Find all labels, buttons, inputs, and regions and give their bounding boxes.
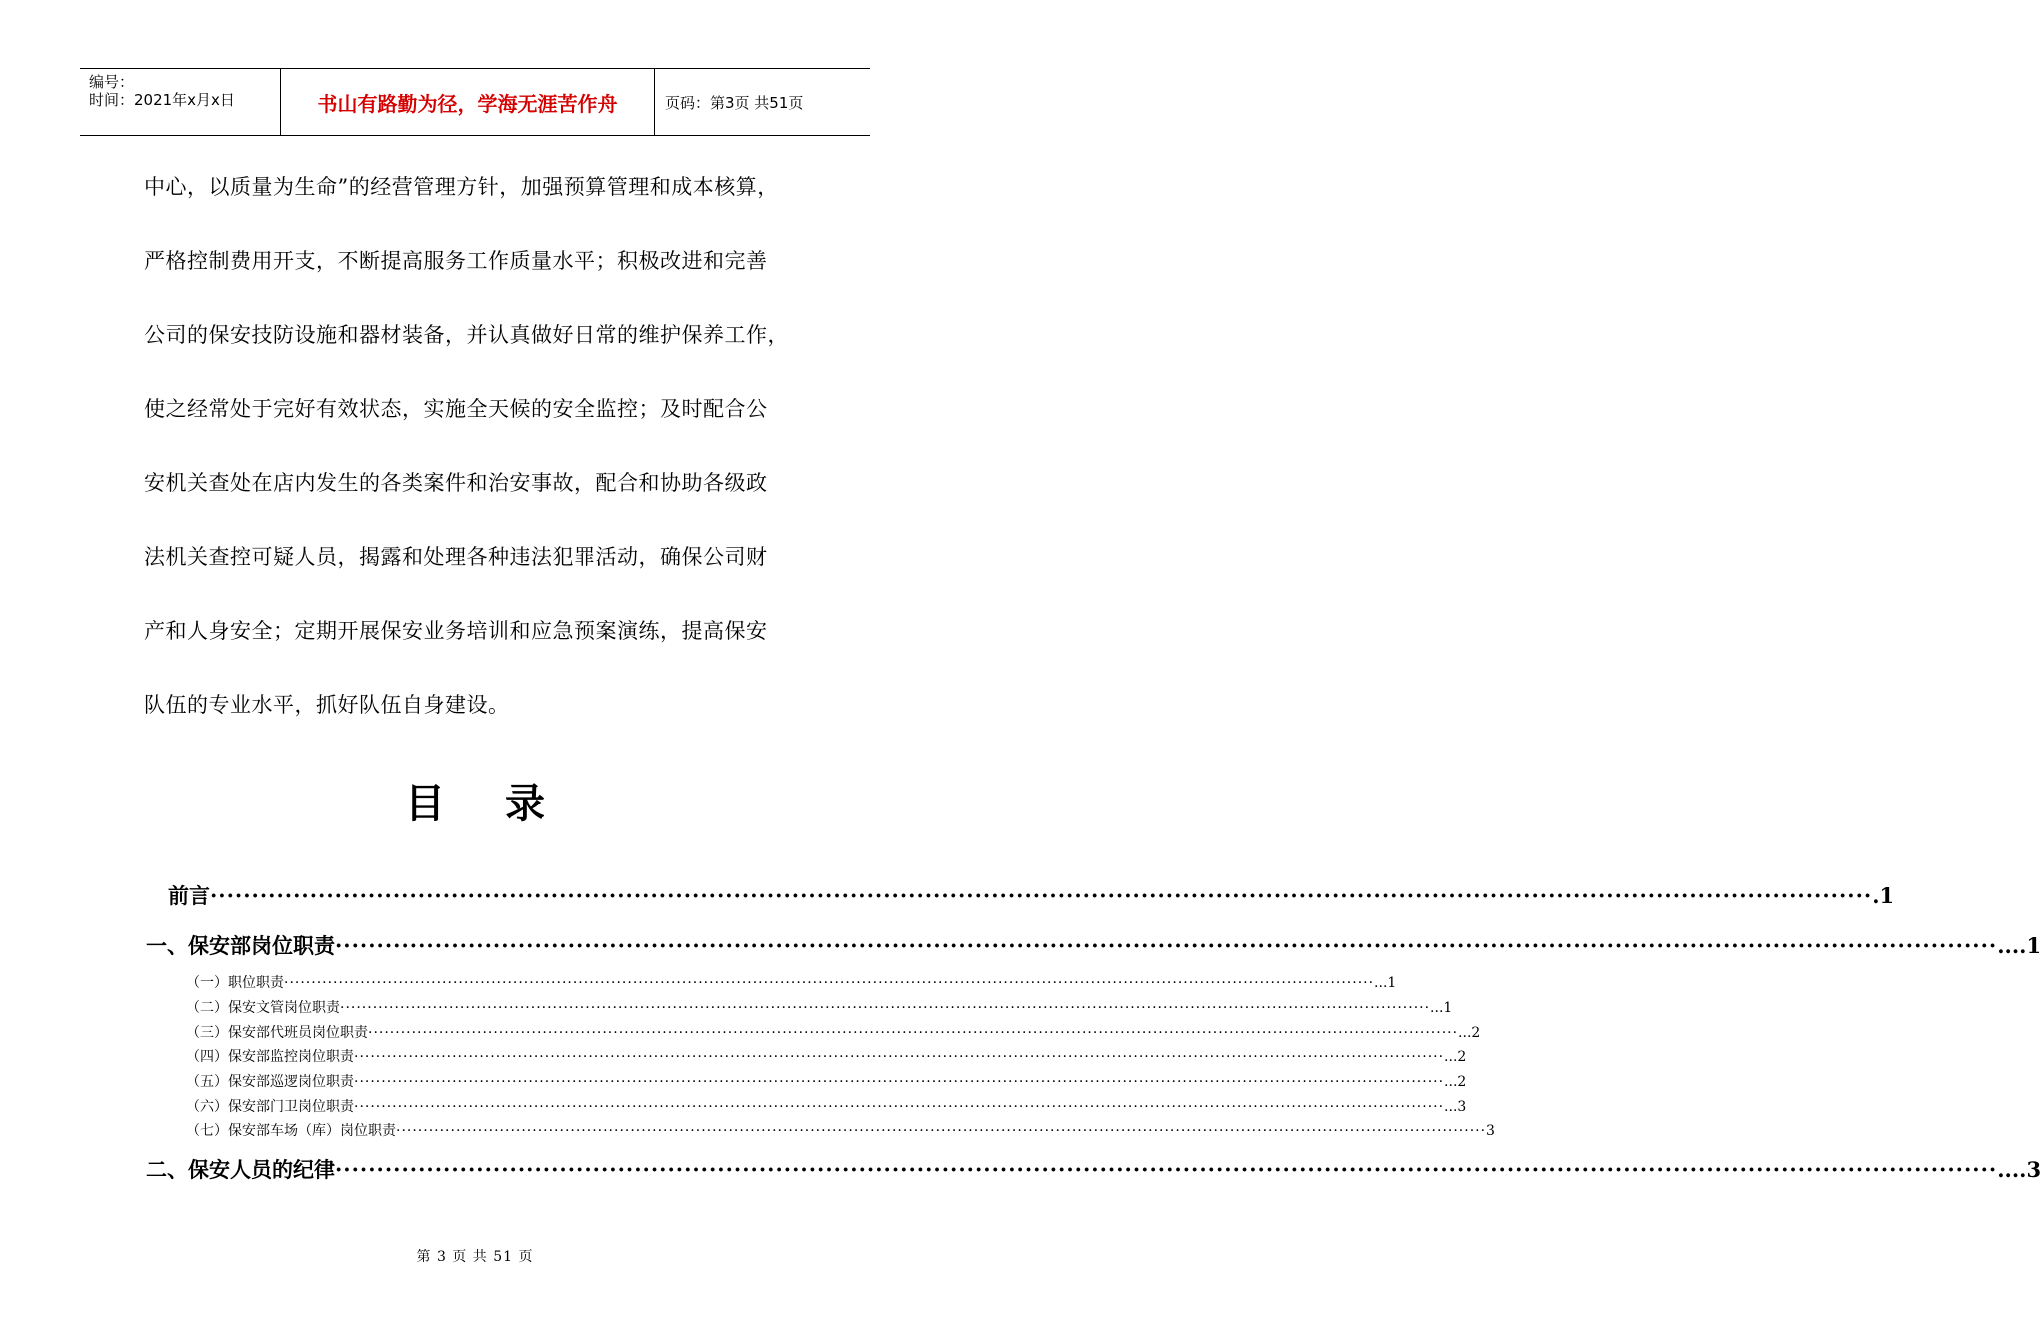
toc-leader-dots: ········································································································································································································ [284,975,1375,991]
toc-entry-page: 3 [1486,1123,1495,1139]
toc-entry[interactable] [186,997,1453,1017]
toc-entry-number: （四） [186,1049,228,1065]
toc-leader-dots: ········································································································································································································ [210,883,1873,908]
body-line: 法机关查控可疑人员，揭露和处理各种违法犯罪活动，确保公司财 [144,545,768,569]
body-line: 公司的保安技防设施和器材装备，并认真做好日常的维护保养工作， [144,323,789,347]
toc-entry[interactable] [146,1154,2041,1184]
toc-entry[interactable] [168,880,1895,910]
header-time-label: 时间：2021年x月x日 [89,91,235,109]
toc-entry-label: 保安部门卫岗位职责 [228,1099,354,1115]
toc-entry[interactable] [186,1046,1467,1066]
body-line: 队伍的专业水平，抓好队伍自身建设。 [144,693,510,717]
toc-entry-number: （五） [186,1074,228,1090]
toc-entry[interactable] [186,972,1397,992]
toc-title-left: 目 [405,781,445,827]
body-line: 产和人身安全；定期开展保安业务培训和应急预案演练，提高保安 [144,619,768,643]
toc-entry-page: .1 [1872,883,1895,908]
toc-entry[interactable] [186,1120,1495,1140]
toc-entry-number: （二） [186,1000,228,1016]
toc-leader-dots: ········································································································································································································ [396,1123,1487,1139]
toc-leader-dots: ········································································································································································································ [354,1074,1445,1090]
toc-entry-label: 保安部巡逻岗位职责 [228,1074,354,1090]
toc-entry[interactable] [186,1022,1481,1042]
toc-entry-label: 保安部岗位职责 [188,933,335,958]
toc-entry-label: 前言 [168,883,210,908]
body-line: 使之经常处于完好有效状态，实施全天候的安全监控；及时配合公 [144,397,768,421]
page-footer: 第 3 页 共 51 页 [416,1249,534,1265]
toc-entry-page: ....3 [1997,1157,2041,1182]
body-line: 安机关查处在店内发生的各类案件和治安事故，配合和协助各级政 [144,471,768,495]
toc-entry-number: （六） [186,1099,228,1115]
toc-entry-page: ...3 [1444,1099,1467,1115]
header-page-label: 页码：第3页 共51页 [665,93,804,112]
toc-entry-number: （七） [186,1123,228,1139]
toc-title [0,772,950,829]
toc-entry-label: 保安部车场（库）岗位职责 [228,1123,396,1139]
toc-leader-dots: ········································································································································································································ [335,1157,1998,1182]
toc-entry[interactable] [186,1071,1467,1091]
toc-entry-page: ...2 [1458,1025,1481,1041]
toc-entry-number: （一） [186,975,228,991]
toc-entry-label: 保安部监控岗位职责 [228,1049,354,1065]
toc-entry-label: 保安部代班员岗位职责 [228,1025,368,1041]
toc-leader-dots: ········································································································································································································ [340,1000,1431,1016]
toc-entry[interactable] [186,1096,1467,1116]
toc-entry-page: ...2 [1444,1074,1467,1090]
toc-leader-dots: ········································································································································································································ [354,1099,1445,1115]
toc-entry[interactable] [146,930,2041,960]
body-line: 中心，以质量为生命”的经营管理方针，加强预算管理和成本核算， [144,175,779,199]
page-header [80,68,870,136]
body-paragraph [144,165,824,757]
header-meta [80,69,281,135]
body-line: 严格控制费用开支，不断提高服务工作质量水平；积极改进和完善 [144,249,768,273]
toc-entry-page: ....1 [1997,933,2041,958]
toc-entry-number: （三） [186,1025,228,1041]
toc-entry-page: ...1 [1430,1000,1453,1016]
toc-entry-label: 保安人员的纪律 [188,1157,335,1182]
toc-entry-page: ...1 [1374,975,1397,991]
toc-leader-dots: ········································································································································································································ [368,1025,1459,1041]
toc-entry-label: 职位职责 [228,975,284,991]
toc-leader-dots: ········································································································································································································ [335,933,1998,958]
toc-entry-label: 保安文管岗位职责 [228,1000,340,1016]
toc-entry-number: 二、 [146,1157,188,1182]
toc-title-right: 录 [505,781,545,827]
toc-leader-dots: ········································································································································································································ [354,1049,1445,1065]
header-number-label: 编号： [89,73,135,91]
toc-entry-page: ...2 [1444,1049,1467,1065]
header-motto: 书山有路勤为径，学海无涯苦作舟 [281,69,655,135]
toc-entry-number: 一、 [146,933,188,958]
